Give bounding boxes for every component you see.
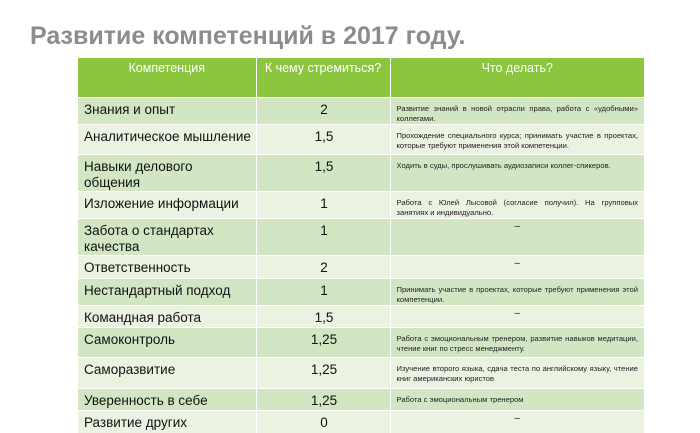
competency-cell: Саморазвитие: [78, 358, 256, 389]
action-cell: Изучение второго языка, сдача теста по английскому языку, чтение книг американских юристов: [390, 358, 644, 389]
table-row: [78, 155, 644, 192]
action-cell: Принимать участие в проектах, которые требуют применения этой компетенции.: [390, 279, 644, 306]
table-row: [78, 279, 644, 306]
table-row: [78, 306, 644, 328]
table-row: [78, 358, 644, 389]
table-row: [78, 411, 644, 433]
table-row: [78, 125, 644, 155]
target-cell: 1,5: [256, 155, 390, 192]
target-cell: 1: [256, 219, 390, 256]
table-row: [78, 256, 644, 279]
competency-cell: Ответственность: [78, 256, 256, 279]
competency-cell: Навыки делового общения: [78, 155, 256, 192]
table-row: [78, 98, 644, 125]
target-cell: 2: [256, 98, 390, 125]
competency-cell: Уверенность в себе: [78, 389, 256, 411]
action-cell: –: [390, 219, 644, 256]
competency-cell: Знания и опыт: [78, 98, 256, 125]
action-cell: –: [390, 306, 644, 328]
target-cell: 1,25: [256, 328, 390, 358]
table-row: [78, 219, 644, 256]
header-competency: Компетенция: [78, 58, 256, 98]
action-cell: Работа с эмоциональным тренером: [390, 389, 644, 411]
competency-cell: Нестандартный подход: [78, 279, 256, 306]
action-cell: –: [390, 256, 644, 279]
action-cell: Ходить в суды, прослушивать аудиозаписи коллег-спикеров.: [390, 155, 644, 192]
target-cell: 1: [256, 279, 390, 306]
header-action: Что делать?: [390, 58, 644, 98]
target-cell: 1,25: [256, 358, 390, 389]
competency-cell: Забота о стандартах качества: [78, 219, 256, 256]
competency-cell: Изложение информации: [78, 192, 256, 219]
table-header-row: [78, 58, 644, 98]
competency-cell: Развитие других: [78, 411, 256, 433]
slide-title: Развитие компетенций в 2017 году.: [30, 22, 466, 50]
competency-cell: Самоконтроль: [78, 328, 256, 358]
target-cell: 2: [256, 256, 390, 279]
table-row: [78, 192, 644, 219]
action-cell: Работа с Юлей Лысовой (согласие получил). На групповых занятиях и индивидуально.: [390, 192, 644, 219]
table-row: [78, 389, 644, 411]
table-row: [78, 328, 644, 358]
action-cell: Работа с эмоциональным тренером, развитие навыков медитации, чтение книг по стресс менеджменту.: [390, 328, 644, 358]
target-cell: 1,5: [256, 306, 390, 328]
target-cell: 0: [256, 411, 390, 433]
competency-table: [78, 58, 644, 433]
target-cell: 1,25: [256, 389, 390, 411]
competency-cell: Аналитическое мышление: [78, 125, 256, 155]
target-cell: 1: [256, 192, 390, 219]
action-cell: Прохождение специального курса; принимать участие в проектах, которые требуют применения этой компетенции.: [390, 125, 644, 155]
header-target: К чему стремиться?: [256, 58, 390, 98]
action-cell: –: [390, 411, 644, 433]
action-cell: Развитие знаний в новой отрасли права, работа с «удобными» коллегами.: [390, 98, 644, 125]
target-cell: 1,5: [256, 125, 390, 155]
competency-cell: Командная работа: [78, 306, 256, 328]
